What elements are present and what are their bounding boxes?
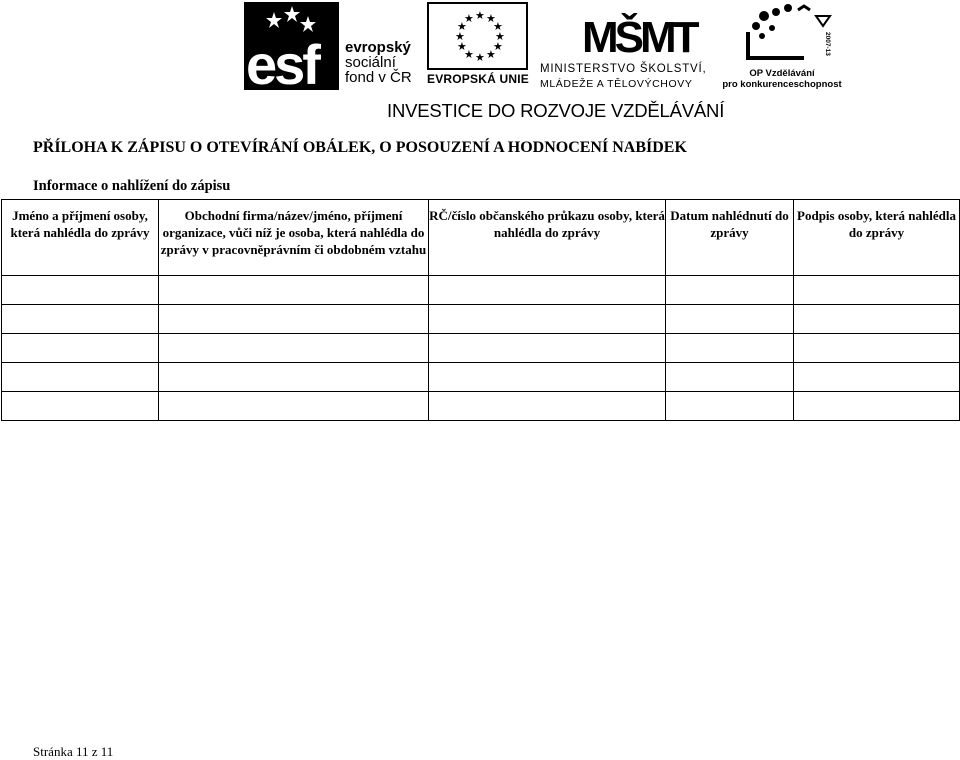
table-cell[interactable]: [159, 276, 429, 305]
svg-text:★: ★: [493, 20, 503, 33]
document-title: PŘÍLOHA K ZÁPISU O OTEVÍRÁNÍ OBÁLEK, O POSOUZENÍ A HODNOCENÍ NABÍDEK: [33, 139, 687, 156]
esf-line-1: evropský: [345, 39, 411, 56]
table-cell[interactable]: [159, 363, 429, 392]
table-cell[interactable]: [2, 276, 159, 305]
programme-tagline: INVESTICE DO ROZVOJE VZDĚLÁVÁNÍ: [387, 100, 725, 121]
table-cell[interactable]: [429, 276, 666, 305]
svg-text:★: ★: [464, 48, 474, 61]
eu-logo: [427, 2, 530, 88]
table-cell[interactable]: [794, 363, 960, 392]
table-cell[interactable]: [666, 276, 794, 305]
column-header-id-number: RČ/číslo občanského průkazu osoby, která nahlédla do zprávy: [429, 200, 666, 276]
svg-text:★: ★: [475, 51, 485, 64]
esf-wordmark: [345, 40, 412, 85]
msmt-mark-icon: [580, 2, 710, 60]
table-row: [2, 392, 960, 421]
esf-logo: [244, 2, 419, 90]
inspection-record-table: [1, 199, 960, 421]
column-header-name: Jméno a příjmení osoby, která nahlédla do zprávy: [2, 200, 159, 276]
table-cell[interactable]: [159, 334, 429, 363]
table-row: [2, 305, 960, 334]
eu-label: EVROPSKÁ UNIE: [427, 72, 529, 86]
eu-stars-icon: [429, 4, 526, 68]
svg-text:★: ★: [493, 40, 503, 53]
svg-text:★: ★: [457, 20, 467, 33]
msmt-line-2: MLÁDEŽE A TĚLOVÝCHOVY: [540, 78, 693, 90]
table-header-row: [2, 200, 960, 276]
table-row: [2, 363, 960, 392]
table-cell[interactable]: [666, 334, 794, 363]
table-cell[interactable]: [794, 276, 960, 305]
page-number: Stránka 11 z 11: [33, 744, 114, 759]
svg-text:★: ★: [486, 48, 496, 61]
table-cell[interactable]: [666, 305, 794, 334]
table-cell[interactable]: [794, 392, 960, 421]
table-cell[interactable]: [2, 392, 159, 421]
logo-header: [0, 0, 960, 130]
svg-text:★: ★: [464, 12, 474, 25]
op-mark-icon: [742, 2, 834, 66]
msmt-logo: [540, 2, 720, 88]
table-cell[interactable]: [2, 334, 159, 363]
esf-line-2: sociální: [345, 54, 396, 71]
svg-text:★: ★: [495, 30, 505, 43]
table-cell[interactable]: [794, 305, 960, 334]
eu-flag-icon: [427, 2, 528, 70]
op-line-1: OP Vzdělávání: [749, 68, 815, 79]
svg-text:★: ★: [457, 40, 467, 53]
svg-text:★: ★: [455, 30, 465, 43]
esf-mark-text: esf: [246, 33, 318, 90]
table-cell[interactable]: [429, 363, 666, 392]
esf-line-3: fond v ČR: [345, 69, 412, 86]
table-cell[interactable]: [159, 392, 429, 421]
column-header-organization: Obchodní firma/název/jméno, příjmení organizace, vůči níž je osoba, která nahlédla do zprávy v pracovněprávním či obdobném vztahu: [159, 200, 429, 276]
table-cell[interactable]: [159, 305, 429, 334]
table-cell[interactable]: [429, 392, 666, 421]
table-cell[interactable]: [2, 363, 159, 392]
op-year-text: 2007-13: [824, 32, 831, 56]
table-cell[interactable]: [794, 334, 960, 363]
svg-text:★: ★: [475, 9, 485, 22]
op-logo: [722, 2, 842, 90]
document-subtitle: Informace o nahlížení do zápisu: [33, 178, 231, 194]
table-cell[interactable]: [2, 305, 159, 334]
table-cell[interactable]: [429, 305, 666, 334]
table-row: [2, 276, 960, 305]
table-cell[interactable]: [666, 363, 794, 392]
table-row: [2, 334, 960, 363]
esf-mark-icon: [244, 2, 339, 90]
table-cell[interactable]: [429, 334, 666, 363]
op-line-2: pro konkurenceschopnost: [722, 79, 842, 90]
table-cell[interactable]: [666, 392, 794, 421]
msmt-line-1: MINISTERSTVO ŠKOLSTVÍ,: [540, 63, 707, 75]
msmt-mark-text: MŠMT: [582, 13, 696, 60]
svg-text:★: ★: [486, 12, 496, 25]
column-header-signature: Podpis osoby, která nahlédla do zprávy: [794, 200, 960, 276]
column-header-date: Datum nahlédnutí do zprávy: [666, 200, 794, 276]
